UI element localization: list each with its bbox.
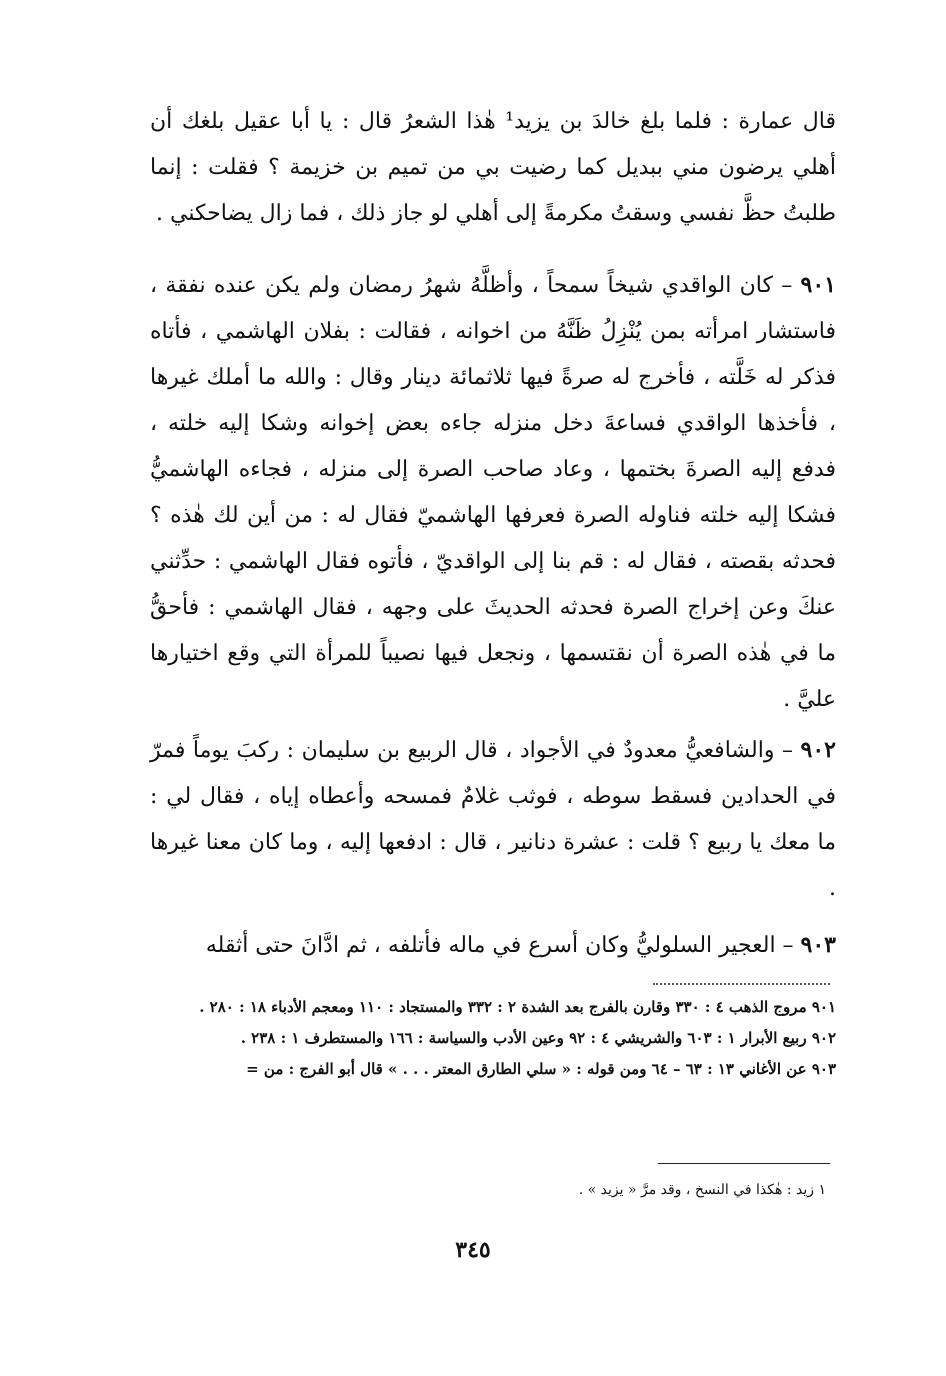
note-text: ربيع الأبرار ١ : ٦٠٣ والشريشي ٤ : ٩٢ وعين الأدب والسياسة : ١٦٦ والمستطرف ١ : ٢٣٨ . [240, 1029, 812, 1047]
footnote: ١ زيد : هٰكذا في النسخ ، وقد مرَّ « يزيد » . [578, 1182, 826, 1198]
note-number: ٩٠٢ [811, 1029, 836, 1047]
note-text: مروج الذهب ٤ : ٣٣٠ وقارن بالفرج بعد الشدة ٢ : ٣٣٢ والمستجاد : ١١٠ ومعجم الأدباء ١٨ : ٢٨٠ . [199, 998, 812, 1016]
entry-number: ٩٠٣ [800, 932, 836, 958]
note-903 [160, 1054, 836, 1085]
paragraph-text: – والشافعيُّ معدودٌ في الأجواد ، قال الربيع بن سليمان : ركبَ يوماً فمرّ في الحدادين فسقط سوطه ، فوثب غلامٌ فمسحه وأعطاه إياه ، فقال لي : ما معك يا ربيع ؟ قلت : عشرة دنانير ، قال : ادفعها إليه ، وما كان معنا غيرها . [150, 738, 836, 901]
paragraph-intro [150, 98, 836, 237]
note-902 [160, 1023, 836, 1054]
note-number: ٩٠٣ [811, 1060, 836, 1078]
paragraph-text: – العجير السلوليُّ وكان أسرع في ماله فأتلفه ، ثم ادَّانَ حتى أثقله [205, 933, 801, 958]
entry-number: ٩٠١ [800, 272, 836, 298]
page-number: ٣٤٥ [455, 1237, 491, 1263]
paragraph-901 [150, 262, 836, 723]
paragraph-text: – كان الواقدي شيخاً سمحاً ، وأظلَّهُ شهرُ رمضان ولم يكن عنده نفقة ، فاستشار امرأته بمن يُنْزِلُ ظَنَّهُ من اخوانه ، فقالت : بفلان الهاشمي ، فأتاه فذكر له خَلَّته ، فأخرج له صرةً فيها ثلاثمائة دينار وقال : والله ما أملك غيرها ، فأخذها الواقدي فساعةَ دخل منزله جاءه بعض إخوانه وشكا إليه خلته ، فدفع إليه الصرةَ بختمها ، وعاد صاحب الصرة إلى منزله ، فجاءه الهاشميُّ فشكا إليه خلته فناوله الصرة فعرفها الهاشميّ فقال له : من أين لك هٰذه ؟ فحدثه بقصته ، فقال له : قم بنا إلى الواقديّ ، فأتوه فقال الهاشمي : حدِّثني عنكَ وعن إخراج الصرة فحدثه الحديثَ على وجهه ، فقال الهاشمي : فأحقُّ ما في هٰذه الصرة أن نقتسمها ، ونجعل فيها نصيباً للمرأة التي وقع اختيارها عليَّ . [150, 273, 836, 712]
paragraph-text: قال عمارة : فلما بلغ خالدَ بن يزيد¹ هٰذا الشعرُ قال : يا أبا عقيل بلغك أن أهلي يرضون مني ببديل كما رضيت بي من تميم بن خزيمة ؟ فقلت : إنما طلبتُ حظَّ نفسي وسقتُ مكرمةً إلى أهلي لو جاز ذلك ، فما زال يضاحكني . [150, 109, 836, 226]
paragraph-903 [150, 922, 836, 969]
source-notes [160, 992, 836, 1085]
dotted-separator [653, 983, 830, 985]
entry-number: ٩٠٢ [800, 737, 836, 763]
note-number: ٩٠١ [811, 998, 836, 1016]
paragraph-902 [150, 727, 836, 912]
footnote-separator [658, 1163, 830, 1164]
note-text: عن الأغاني ١٣ : ٦٣ – ٦٤ ومن قوله : « سلي الطارق المعتر . . . » قال أبو الفرج : من = [246, 1060, 812, 1078]
note-901 [160, 992, 836, 1023]
